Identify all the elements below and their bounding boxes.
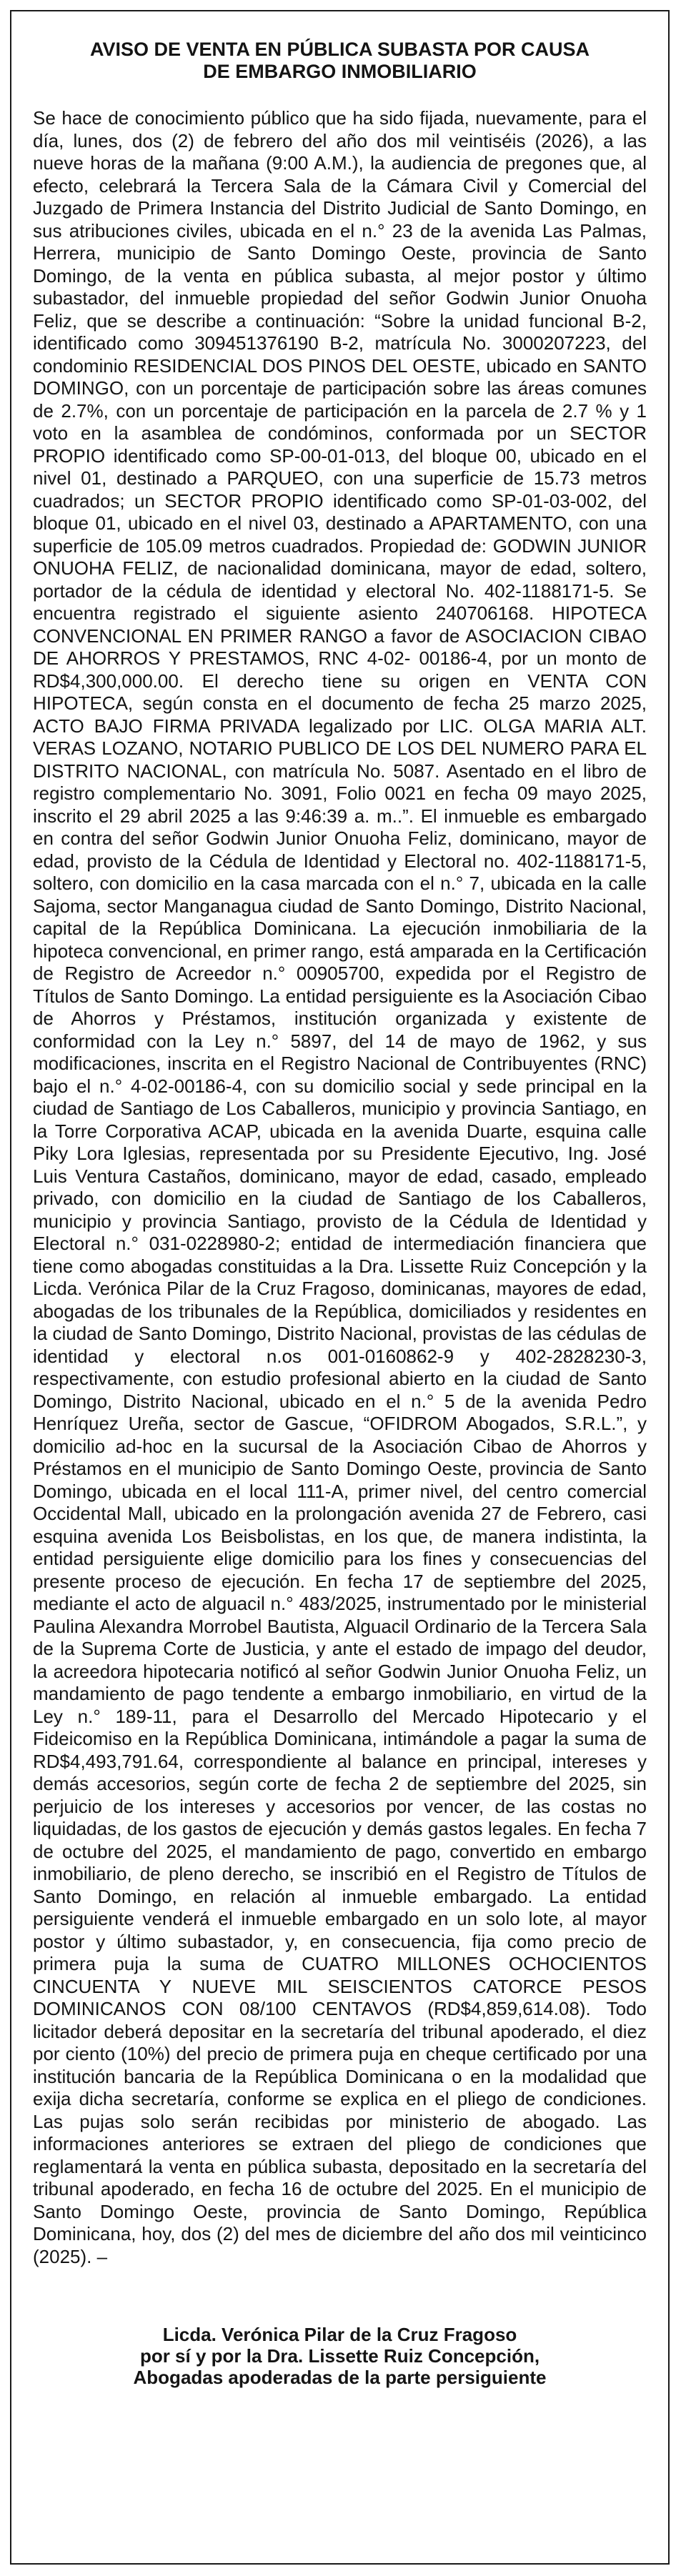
notice-title-line-1: AVISO DE VENTA EN PÚBLICA SUBASTA POR CAUSA	[89, 39, 590, 60]
legal-notice	[10, 10, 670, 2565]
notice-title	[33, 39, 647, 83]
notice-title-line-2: DE EMBARGO INMOBILIARIO	[203, 61, 477, 82]
signature-line-3: Abogadas apoderadas de la parte persiguiente	[133, 2367, 547, 2388]
notice-body: Se hace de conocimiento público que ha sido fijada, nuevamente, para el día, lunes, dos (2) de febrero del año dos mil veintiséis (2026), a las nueve horas de la mañana (9:00 A.M.), la audiencia de pregones que, al efecto, celebrará la Tercera Sala de la Cámara Civil y Comercial del Juzgado de Primera Instancia del Distrito Judicial de Santo Domingo, en sus atribuciones civiles, ubicada en el n.° 23 de la avenida Las Palmas, Herrera, municipio de Santo Domingo Oeste, provincia de Santo Domingo, de la venta en pública subasta, al mejor postor y último subastador, del inmueble propiedad del señor Godwin Junior Onuoha Feliz, que se describe a continuación: “Sobre la unidad funcional B-2, identificado como 309451376190 B-2, matrícula No. 3000207223, del condominio RESIDENCIAL DOS PINOS DEL OESTE, ubicado en SANTO DOMINGO, con un porcentaje de participación sobre las áreas comunes de 2.7%, con un porcentaje de participación en la parcela de 2.7 % y 1 voto en la asamblea de condóminos, conformada por un SECTOR PROPIO identificado como SP-00-01-013, del bloque 00, ubicado en el nivel 01, destinado a PARQUEO, con una superficie de 15.73 metros cuadrados; un SECTOR PROPIO identificado como SP-01-03-002, del bloque 01, ubicado en el nivel 03, destinado a APARTAMENTO, con una superficie de 105.09 metros cuadrados. Propiedad de: GODWIN JUNIOR ONUOHA FELIZ, de nacionalidad dominicana, mayor de edad, soltero, portador de la cédula de identidad y electoral No. 402-1188171-5. Se encuentra registrado el siguiente asiento 240706168. HIPOTECA CONVENCIONAL EN PRIMER RANGO a favor de ASOCIACION CIBAO DE AHORROS Y PRESTAMOS, RNC 4-02- 00186-4, por un monto de RD$4,300,000.00. El derecho tiene su origen en VENTA CON HIPOTECA, según consta en el documento de fecha 25 marzo 2025, ACTO BAJO FIRMA PRIVADA legalizado por LIC. OLGA MARIA ALT. VERAS LOZANO, NOTARIO PUBLICO DE LOS DEL NUMERO PARA EL DISTRITO NACIONAL, con matrícula No. 5087. Asentado en el libro de registro complementario No. 3091, Folio 0021 en fecha 09 mayo 2025, inscrito el 29 abril 2025 a las 9:46:39 a. m..”. El inmueble es embargado en contra del señor Godwin Junior Onuoha Feliz, dominicano, mayor de edad, provisto de la Cédula de Identidad y Electoral no. 402-1188171-5, soltero, con domicilio en la casa marcada con el n.° 7, ubicada en la calle Sajoma, sector Manganagua ciudad de Santo Domingo, Distrito Nacional, capital de la República Dominicana. La ejecución inmobiliaria de la hipoteca convencional, en primer rango, está amparada en la Certificación de Registro de Acreedor n.° 00905700, expedida por el Registro de Títulos de Santo Domingo. La entidad persiguiente es la Asociación Cibao de Ahorros y Préstamos, institución organizada y existente de conformidad con la Ley n.° 5897, del 14 de mayo de 1962, y sus modificaciones, inscrita en el Registro Nacional de Contribuyentes (RNC) bajo el n.° 4-02-00186-4, con su domicilio social y sede principal en la ciudad de Santiago de Los Caballeros, municipio y provincia Santiago, en la Torre Corporativa ACAP, ubicada en la avenida Duarte, esquina calle Piky Lora Iglesias, representada por su Presidente Ejecutivo, Ing. José Luis Ventura Castaños, dominicano, mayor de edad, casado, empleado privado, con domicilio en la ciudad de Santiago de los Caballeros, municipio y provincia Santiago, provisto de la Cédula de Identidad y Electoral n.° 031-0228980-2; entidad de intermediación financiera que tiene como abogadas constituidas a la Dra. Lissette Ruiz Concepción y la Licda. Verónica Pilar de la Cruz Fragoso, dominicanas, mayores de edad, abogadas de los tribunales de la República, domiciliados y residentes en la ciudad de Santo Domingo, Distrito Nacional, provistas de las cédulas de identidad y electoral n.os 001-0160862-9 y 402-2828230-3, respectivamente, con estudio profesional abierto en la ciudad de Santo Domingo, Distrito Nacional, ubicado en el n.° 5 de la avenida Pedro Henríquez Ureña, sector de Gascue, “OFIDROM Abogados, S.R.L.”, y domicilio ad-hoc en la sucursal de la Asociación Cibao de Ahorros y Préstamos en el municipio de Santo Domingo Oeste, provincia de Santo Domingo, ubicada en el local 111-A, primer nivel, del centro comercial Occidental Mall, ubicado en la prolongación avenida 27 de Febrero, casi esquina avenida Los Beisbolistas, en los que, de manera indistinta, la entidad persiguiente elige domicilio para los fines y consecuencias del presente proceso de ejecución. En fecha 17 de septiembre del 2025, mediante el acto de alguacil n.° 483/2025, instrumentado por le ministerial Paulina Alexandra Morrobel Bautista, Alguacil Ordinario de la Tercera Sala de la Suprema Corte de Justicia, y ante el estado de impago del deudor, la acreedora hipotecaria notificó al señor Godwin Junior Onuoha Feliz, un mandamiento de pago tendente a embargo inmobiliario, en virtud de la Ley n.° 189-11, para el Desarrollo del Mercado Hipotecario y el Fideicomiso en la República Dominicana, intimándole a pagar la suma de RD$4,493,791.64, correspondiente al balance en principal, intereses y demás accesorios, según corte de fecha 2 de septiembre del 2025, sin perjuicio de los intereses y accesorios por vencer, de las costas no liquidadas, de los gastos de ejecución y demás gastos legales. En fecha 7 de octubre del 2025, el mandamiento de pago, convertido en embargo inmobiliario, de pleno derecho, se inscribió en el Registro de Títulos de Santo Domingo, en relación al inmueble embargado. La entidad persiguiente venderá el inmueble embargado en un solo lote, al mayor postor y último subastador, y, en consecuencia, fija como precio de primera puja la suma de CUATRO MILLONES OCHOCIENTOS CINCUENTA Y NUEVE MIL SEISCIENTOS CATORCE PESOS DOMINICANOS CON 08/100 CENTAVOS (RD$4,859,614.08). Todo licitador deberá depositar en la secretaría del tribunal apoderado, el diez por ciento (10%) del precio de primera puja en cheque certificado por una institución bancaria de la República Dominicana o en la modalidad que exija dicha secretaría, conforme se explica en el pliego de condiciones. Las pujas solo serán recibidas por ministerio de abogado. Las informaciones anteriores se extraen del pliego de condiciones que reglamentará la venta en pública subasta, depositado en la secretaría del tribunal apoderado, en fecha 16 de octubre del 2025. En el municipio de Santo Domingo Oeste, provincia de Santo Domingo, República Dominicana, hoy, dos (2) del mes de diciembre del año dos mil veinticinco (2025). –	[33, 107, 647, 2267]
signature-line-2: por sí y por la Dra. Lissette Ruiz Concepción,	[139, 2345, 540, 2367]
signature-block	[33, 2324, 647, 2388]
signature-line-1: Licda. Verónica Pilar de la Cruz Fragoso	[162, 2324, 517, 2345]
